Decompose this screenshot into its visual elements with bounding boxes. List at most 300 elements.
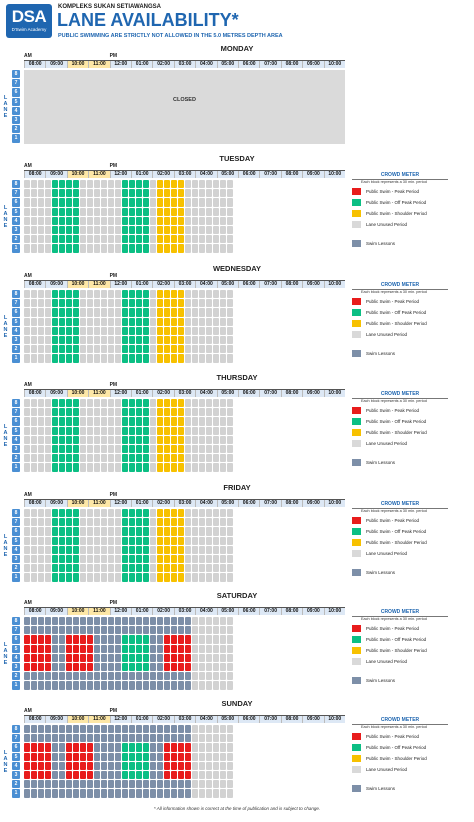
lane-slot	[87, 226, 93, 234]
lane-slot	[129, 789, 135, 797]
lane-slot	[143, 445, 149, 453]
lane-slot	[73, 290, 79, 298]
lane-number: 6	[12, 308, 20, 316]
lane-slot	[150, 753, 156, 761]
lane-slot	[143, 509, 149, 517]
lane-slot	[185, 189, 191, 197]
lane-slot	[164, 663, 170, 671]
lane-slot	[80, 235, 86, 243]
lane-slot	[59, 436, 65, 444]
lane-slot	[185, 645, 191, 653]
lane-slot	[87, 734, 93, 742]
lane-slot	[178, 454, 184, 462]
lane-slot	[66, 290, 72, 298]
lane-slot	[157, 771, 163, 779]
lane-slot	[66, 573, 72, 581]
lane-slot	[192, 734, 198, 742]
lane-slot	[94, 555, 100, 563]
hour-label: 12:00	[110, 171, 131, 178]
lane-slot	[150, 345, 156, 353]
lane-number: 3	[12, 445, 20, 453]
lane-slot	[101, 235, 107, 243]
lane-slot	[150, 663, 156, 671]
lane-slot	[164, 635, 170, 643]
lane-axis-label: L A N E	[3, 314, 8, 339]
lane-slot	[59, 681, 65, 689]
lane-slot	[38, 445, 44, 453]
hour-label: 08:00	[281, 608, 302, 615]
hour-label: 07:00	[259, 171, 280, 178]
lane-slot	[164, 762, 170, 770]
lane-slot	[59, 299, 65, 307]
lane-slot	[59, 327, 65, 335]
lane-slot	[185, 445, 191, 453]
lane-slot	[52, 555, 58, 563]
lane-slot	[31, 445, 37, 453]
lane-slot	[192, 198, 198, 206]
lane-slot	[38, 546, 44, 554]
lane-slot	[227, 771, 233, 779]
legend-swatch	[352, 221, 361, 228]
lane-slot	[164, 454, 170, 462]
lane-number: 3	[12, 336, 20, 344]
lane-slot	[220, 725, 226, 733]
lane-slot	[101, 537, 107, 545]
lane-slot	[157, 555, 163, 563]
lane-slot	[101, 217, 107, 225]
lane-slot	[108, 436, 114, 444]
lane-slot	[115, 336, 121, 344]
lane-slot	[220, 226, 226, 234]
lane-slot	[220, 527, 226, 535]
lane-slot	[206, 789, 212, 797]
legend-label: Lane Unused Period	[366, 659, 408, 664]
lane-slot	[59, 235, 65, 243]
lane-slot	[185, 672, 191, 680]
lane-slot	[66, 555, 72, 563]
lane-slot	[108, 427, 114, 435]
lane-axis-label: L A N E	[3, 641, 8, 666]
lane-slot	[185, 208, 191, 216]
lane-slot	[24, 235, 30, 243]
lane-slot	[206, 408, 212, 416]
lane-slot	[213, 663, 219, 671]
lane-slot	[108, 546, 114, 554]
lane-slot	[73, 537, 79, 545]
lane-slot	[66, 762, 72, 770]
lane-slot	[115, 445, 121, 453]
lane-slot	[150, 290, 156, 298]
lane-slot	[192, 318, 198, 326]
legend-label: Public Swim - Peak Period	[366, 734, 420, 739]
lane-slot	[136, 617, 142, 625]
lane-slot	[24, 753, 30, 761]
lane-slot	[59, 672, 65, 680]
lane-number: 6	[12, 88, 20, 96]
hour-label: 09:00	[302, 500, 323, 507]
lane-slot	[136, 645, 142, 653]
lane-slot	[150, 617, 156, 625]
hour-label: 07:00	[259, 716, 280, 723]
lane-slot	[31, 427, 37, 435]
lane-number: 3	[12, 771, 20, 779]
lane-slot	[122, 537, 128, 545]
lane-slot	[101, 408, 107, 416]
lane-slot	[94, 198, 100, 206]
lane-slot	[45, 180, 51, 188]
lane-slot	[66, 354, 72, 362]
lane-slot	[185, 509, 191, 517]
lane-slot	[66, 327, 72, 335]
lane-slot	[31, 681, 37, 689]
lane-slot	[199, 180, 205, 188]
lane-slot	[171, 743, 177, 751]
crowd-meter-subtitle: Each block represents a 30 min. period	[361, 617, 427, 621]
lane-slot	[227, 762, 233, 770]
lane-slot	[80, 427, 86, 435]
lane-slot	[220, 417, 226, 425]
lane-slot	[199, 681, 205, 689]
lane-slot	[66, 226, 72, 234]
lane-slot	[52, 208, 58, 216]
lane-slot	[178, 734, 184, 742]
lane-grid	[24, 290, 234, 364]
lane-slot	[227, 780, 233, 788]
lane-slot	[220, 734, 226, 742]
lane-slot	[192, 180, 198, 188]
lane-slot	[45, 645, 51, 653]
lane-slot	[150, 546, 156, 554]
lane-slot	[80, 354, 86, 362]
lane-slot	[178, 235, 184, 243]
lane-slot	[87, 635, 93, 643]
lane-slot	[185, 336, 191, 344]
lane-slot	[94, 518, 100, 526]
lane-slot	[185, 180, 191, 188]
crowd-meter-subtitle: Each block represents a 30 min. period	[361, 509, 427, 513]
lane-slot	[122, 654, 128, 662]
lane-slot	[136, 564, 142, 572]
lane-slot	[31, 527, 37, 535]
lane-slot	[122, 417, 128, 425]
legend-label: Public Swim - Off Peak Period	[366, 637, 427, 642]
lane-slot	[80, 518, 86, 526]
legend-swatch	[352, 550, 361, 557]
lane-slot	[206, 635, 212, 643]
legend-swatch	[352, 188, 361, 195]
lane-slot	[192, 436, 198, 444]
lane-slot	[220, 681, 226, 689]
lane-slot	[87, 318, 93, 326]
lane-slot	[213, 463, 219, 471]
hour-label: 07:00	[259, 281, 280, 288]
hour-label: 06:00	[238, 281, 259, 288]
lane-slot	[115, 753, 121, 761]
lane-slot	[185, 527, 191, 535]
lane-slot	[122, 345, 128, 353]
legend-label: Public Swim - Off Peak Period	[366, 529, 427, 534]
lane-slot	[87, 408, 93, 416]
lane-slot	[24, 454, 30, 462]
lane-slot	[101, 789, 107, 797]
lane-slot	[115, 771, 121, 779]
lane-slot	[24, 180, 30, 188]
lane-slot	[52, 417, 58, 425]
lane-slot	[115, 454, 121, 462]
lane-slot	[178, 743, 184, 751]
lane-slot	[87, 762, 93, 770]
lane-slot	[101, 354, 107, 362]
lane-slot	[213, 518, 219, 526]
lane-slot	[206, 762, 212, 770]
lane-slot	[199, 509, 205, 517]
lane-number: 8	[12, 290, 20, 298]
lane-slot	[171, 345, 177, 353]
lane-slot	[45, 417, 51, 425]
lane-slot	[73, 555, 79, 563]
lane-slot	[59, 445, 65, 453]
lane-slot	[185, 299, 191, 307]
hour-label: 01:00	[131, 171, 152, 178]
lane-slot	[45, 555, 51, 563]
lane-grid	[24, 509, 234, 583]
lane-slot	[164, 681, 170, 689]
lane-slot	[45, 564, 51, 572]
lane-slot	[192, 189, 198, 197]
lane-slot	[185, 573, 191, 581]
lane-slot	[206, 318, 212, 326]
lane-slot	[185, 399, 191, 407]
lane-slot	[213, 244, 219, 252]
lane-slot	[38, 290, 44, 298]
lane-slot	[220, 180, 226, 188]
lane-slot	[108, 235, 114, 243]
lane-slot	[66, 537, 72, 545]
legend-label: Swim Lessons	[366, 351, 396, 356]
lane-slot	[129, 626, 135, 634]
lane-slot	[171, 454, 177, 462]
lane-slot	[178, 663, 184, 671]
lane-slot	[185, 308, 191, 316]
lane-slot	[171, 308, 177, 316]
lane-slot	[164, 336, 170, 344]
lane-axis-label: L A N E	[3, 204, 8, 229]
lane-slot	[52, 336, 58, 344]
lane-slot	[122, 734, 128, 742]
lane-slot	[87, 743, 93, 751]
lane-slot	[31, 354, 37, 362]
lane-slot	[24, 789, 30, 797]
lane-slot	[115, 436, 121, 444]
lane-slot	[108, 408, 114, 416]
lane-slot	[115, 427, 121, 435]
lane-slot	[122, 753, 128, 761]
lane-slot	[136, 345, 142, 353]
lane-slot	[94, 244, 100, 252]
lane-slot	[192, 217, 198, 225]
lane-slot	[157, 762, 163, 770]
lane-slot	[38, 198, 44, 206]
lane-slot	[52, 663, 58, 671]
lane-slot	[199, 626, 205, 634]
lane-slot	[206, 725, 212, 733]
lane-slot	[206, 771, 212, 779]
lane-slot	[171, 725, 177, 733]
lane-slot	[52, 354, 58, 362]
lane-slot	[80, 645, 86, 653]
lane-slot	[73, 454, 79, 462]
lane-slot	[129, 198, 135, 206]
lane-slot	[66, 626, 72, 634]
lane-slot	[164, 509, 170, 517]
lane-slot	[94, 208, 100, 216]
lane-slot	[24, 408, 30, 416]
lane-slot	[129, 771, 135, 779]
lane-slot	[199, 336, 205, 344]
lane-slot	[192, 399, 198, 407]
lane-slot	[129, 635, 135, 643]
hour-label: 11:00	[88, 281, 109, 288]
hour-label: 06:00	[238, 171, 259, 178]
lane-slot	[87, 617, 93, 625]
lane-slot	[213, 509, 219, 517]
lane-slot	[73, 436, 79, 444]
lane-slot	[87, 445, 93, 453]
lane-slot	[150, 327, 156, 335]
lane-slot	[220, 345, 226, 353]
lane-slot	[31, 244, 37, 252]
lane-slot	[185, 417, 191, 425]
lane-slot	[213, 417, 219, 425]
lane-slot	[213, 399, 219, 407]
lane-slot	[80, 725, 86, 733]
lane-slot	[122, 399, 128, 407]
lane-slot	[24, 762, 30, 770]
lane-slot	[115, 318, 121, 326]
lane-slot	[150, 771, 156, 779]
lane-slot	[94, 681, 100, 689]
lane-slot	[220, 672, 226, 680]
lane-slot	[94, 454, 100, 462]
lane-slot	[192, 345, 198, 353]
lane-slot	[45, 546, 51, 554]
lane-slot	[122, 771, 128, 779]
lane-slot	[45, 527, 51, 535]
lane-slot	[164, 290, 170, 298]
lane-slot	[115, 189, 121, 197]
lane-slot	[227, 546, 233, 554]
lane-slot	[80, 527, 86, 535]
lane-slot	[227, 463, 233, 471]
lane-slot	[115, 780, 121, 788]
hour-label: 11:00	[88, 61, 109, 68]
lane-slot	[143, 681, 149, 689]
lane-slot	[59, 555, 65, 563]
legend-label: Swim Lessons	[366, 570, 396, 575]
lane-slot	[164, 244, 170, 252]
lane-slot	[143, 771, 149, 779]
lane-slot	[31, 299, 37, 307]
lane-slot	[38, 354, 44, 362]
day-title: SUNDAY	[221, 699, 253, 708]
lane-slot	[206, 327, 212, 335]
lane-slot	[136, 725, 142, 733]
lane-slot	[220, 427, 226, 435]
lane-slot	[87, 189, 93, 197]
lane-slot	[206, 546, 212, 554]
lane-slot	[171, 635, 177, 643]
lane-slot	[59, 753, 65, 761]
lane-slot	[122, 336, 128, 344]
lane-slot	[87, 345, 93, 353]
lane-slot	[101, 573, 107, 581]
lane-slot	[101, 445, 107, 453]
lane-slot	[94, 626, 100, 634]
lane-slot	[164, 617, 170, 625]
lane-slot	[52, 573, 58, 581]
lane-slot	[171, 527, 177, 535]
legend-label: Public Swim - Off Peak Period	[366, 200, 427, 205]
crowd-meter-title: CROWD METER	[380, 501, 420, 507]
hour-label: 04:00	[195, 281, 216, 288]
lane-slot	[206, 654, 212, 662]
lane-slot	[213, 546, 219, 554]
lane-slot	[45, 354, 51, 362]
lane-slot	[31, 564, 37, 572]
lane-slot	[115, 399, 121, 407]
lane-number: 8	[12, 180, 20, 188]
lane-slot	[178, 198, 184, 206]
lane-slot	[24, 725, 30, 733]
lane-slot	[171, 626, 177, 634]
lane-slot	[164, 654, 170, 662]
lane-number: 8	[12, 399, 20, 407]
lane-slot	[122, 408, 128, 416]
lane-slot	[157, 290, 163, 298]
lane-slot	[206, 354, 212, 362]
lane-slot	[164, 445, 170, 453]
lane-slot	[129, 445, 135, 453]
lane-slot	[178, 645, 184, 653]
lane-slot	[185, 463, 191, 471]
lane-slot	[73, 789, 79, 797]
hour-label: 09:00	[302, 716, 323, 723]
closed-label: CLOSED	[173, 96, 196, 103]
lane-slot	[206, 734, 212, 742]
hour-label: 10:00	[67, 390, 88, 397]
lane-slot	[164, 743, 170, 751]
lane-slot	[227, 617, 233, 625]
lane-slot	[157, 399, 163, 407]
lane-slot	[143, 780, 149, 788]
lane-slot	[157, 345, 163, 353]
lane-slot	[129, 573, 135, 581]
lane-slot	[80, 626, 86, 634]
lane-slot	[101, 463, 107, 471]
lane-slot	[171, 180, 177, 188]
dsa-logo	[6, 4, 52, 38]
lane-slot	[164, 527, 170, 535]
lane-slot	[192, 290, 198, 298]
lane-slot	[115, 208, 121, 216]
lane-slot	[80, 308, 86, 316]
lane-slot	[80, 555, 86, 563]
hour-label: 08:00	[24, 61, 45, 68]
lane-slot	[178, 345, 184, 353]
lane-slot	[206, 235, 212, 243]
hour-label: 10:00	[324, 171, 345, 178]
lane-slot	[213, 299, 219, 307]
